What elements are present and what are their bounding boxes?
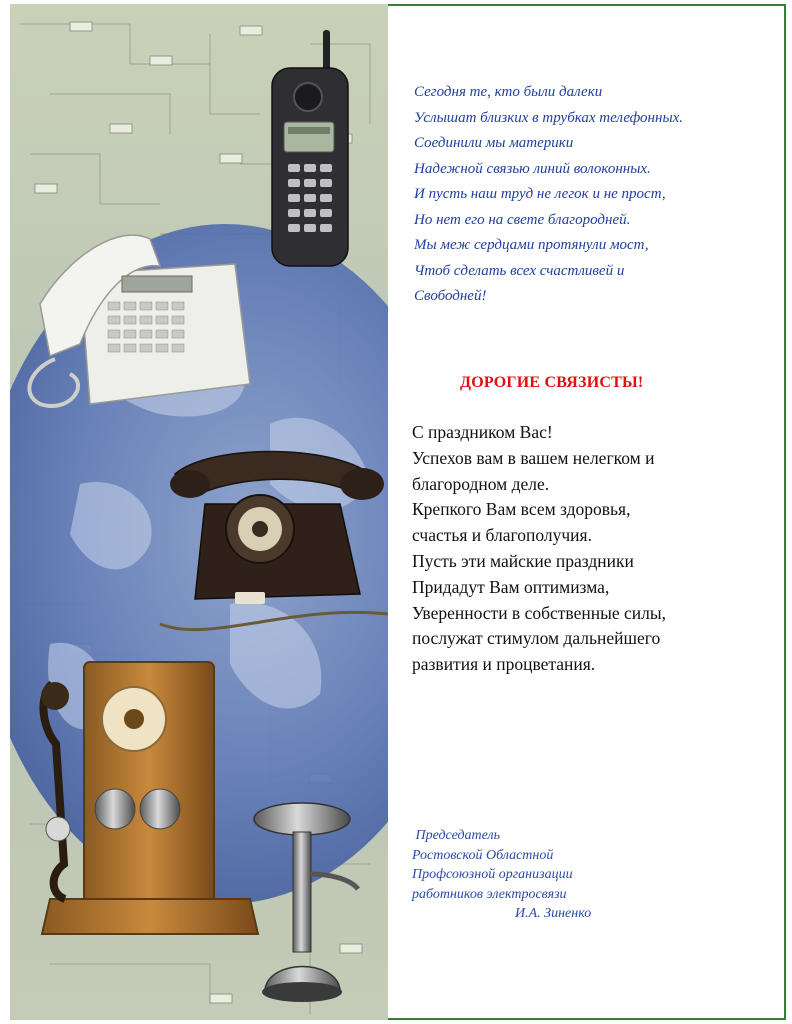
poem-line: Но нет его на свете благородней.: [414, 211, 631, 228]
signature-name: И.А. Зиненко: [515, 906, 592, 921]
greeting-text: [412, 420, 784, 678]
greeting-line: Уверенности в собственные силы,: [412, 602, 666, 623]
poem-line: И пусть наш труд не легок и не прост,: [414, 186, 666, 202]
signature-block: [412, 826, 772, 924]
poem-line: Мы меж сердцами протянули мост,: [414, 237, 649, 253]
collage-illustration: [10, 4, 388, 1020]
greeting-line: С праздником Вас!: [412, 422, 553, 442]
greeting-line: Пусть эти майские праздники: [412, 550, 634, 571]
frame-right-border: [784, 4, 786, 1020]
signature-title-line: Профсоюзной организации: [412, 867, 573, 882]
signature-title-line: Ростовской Областной: [412, 847, 554, 863]
greeting-line: развития и процветания.: [412, 654, 596, 675]
poem-line: Соединили мы материки: [414, 135, 574, 151]
greeting-line: послужат стимулом дальнейшего: [412, 628, 661, 649]
poem-line: Сегодня те, кто были далеки: [414, 84, 603, 100]
signature-title-line: работников электросвязи: [412, 886, 567, 902]
poem-line: Надежной связью линий волоконных.: [414, 160, 651, 177]
greeting-line: Успехов вам в вашем нелегком и: [412, 447, 655, 468]
greeting-line: Крепкого Вам всем здоровья,: [412, 499, 631, 520]
greeting-line: Придадут Вам оптимизма,: [412, 576, 610, 597]
poem-line: Свободней!: [414, 288, 487, 304]
poem: [414, 80, 774, 310]
poem-line: Чтоб сделать всех счастливей и: [414, 262, 625, 279]
greeting-heading: ДОРОГИЕ СВЯЗИСТЫ!: [460, 374, 644, 391]
greeting-line: благородном деле.: [412, 473, 550, 494]
greeting-line: счастья и благополучия.: [412, 525, 592, 546]
telephone-collage: [10, 4, 388, 1020]
signature-title-line: Председатель: [412, 828, 500, 843]
poem-line: Услышат близких в трубках телефонных.: [414, 109, 684, 126]
